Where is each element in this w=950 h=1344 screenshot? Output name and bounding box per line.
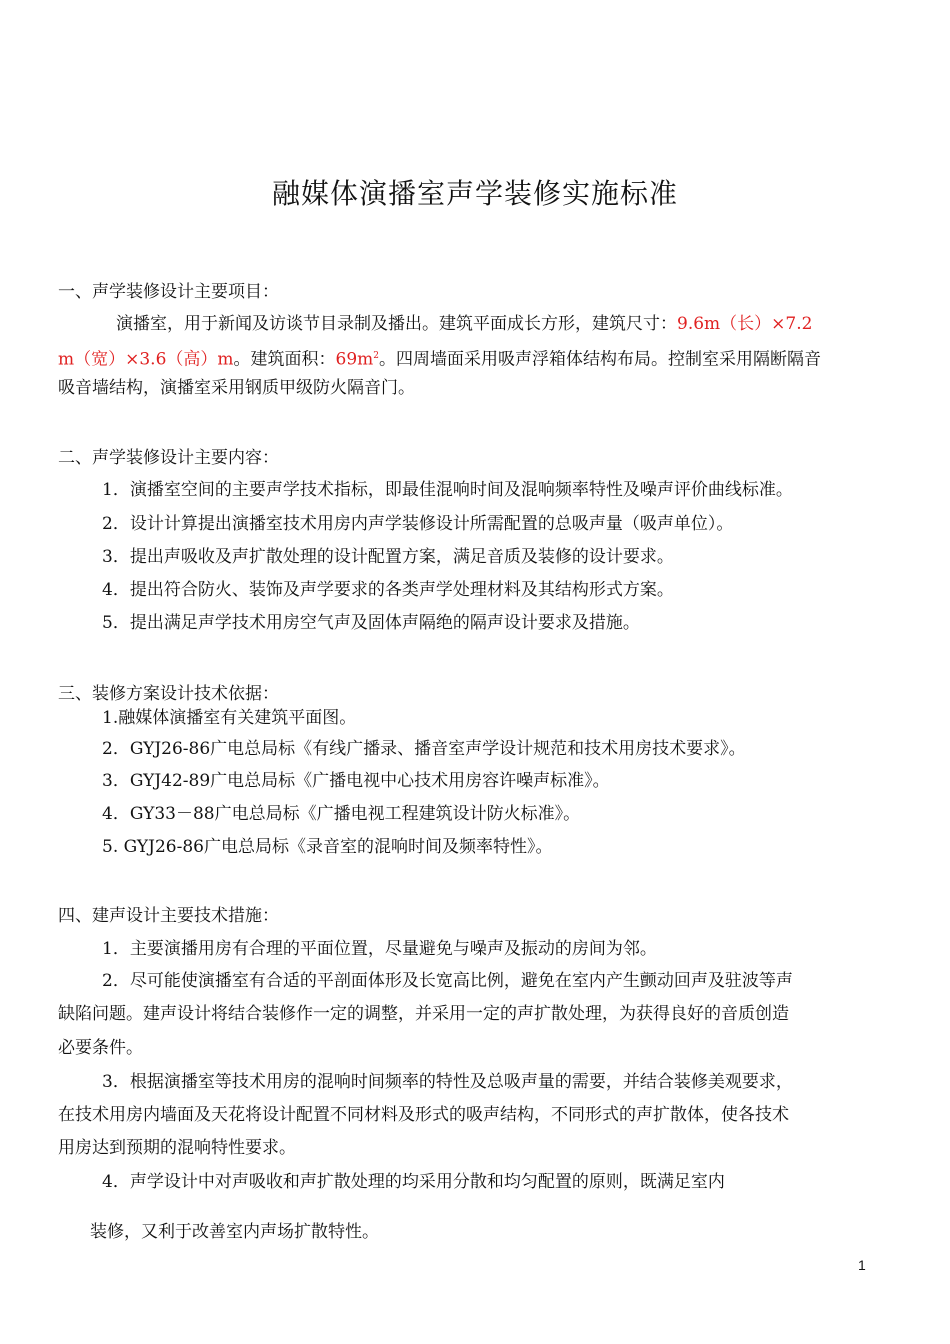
- section1-paragraph-line3: 吸音墙结构，演播室采用钢质甲级防火隔音门。: [58, 378, 415, 398]
- section4-item1: 1．主要演播用房有合理的平面位置，尽量避免与噪声及振动的房间为邻。: [102, 939, 657, 959]
- section1-p1-text: 演播室，用于新闻及访谈节目录制及播出。建筑平面成长方形，建筑尺寸：: [116, 314, 677, 334]
- page-title: 融媒体演播室声学装修实施标准: [271, 177, 678, 210]
- section2-item: 1．演播室空间的主要声学技术指标，即最佳混响时间及混响频率特性及噪声评价曲线标准。: [102, 480, 793, 500]
- section4-heading: 四、建声设计主要技术措施：: [58, 906, 279, 926]
- section1-p2-text-tail: 。四周墙面采用吸声浮箱体结构布局。控制室采用隔断隔音: [379, 349, 822, 370]
- section3-item: 3．GYJ42-89广电总局标《广播电视中心技术用房容许噪声标准》。: [102, 771, 610, 791]
- section3-item: 4．GY33－88广电总局标《广播电视工程建筑设计防火标准》。: [102, 804, 581, 824]
- section4-item2-line3: 必要条件。: [58, 1038, 143, 1058]
- section2-item: 3．提出声吸收及声扩散处理的设计配置方案，满足音质及装修的设计要求。: [102, 547, 674, 567]
- section2-item: 2．设计计算提出演播室技术用房内声学装修设计所需配置的总吸声量（吸声单位）。: [102, 514, 734, 534]
- section3-heading: 三、装修方案设计技术依据：: [58, 684, 279, 704]
- section1-p2-area: 69m: [335, 349, 374, 370]
- page-number: 1: [858, 1257, 866, 1273]
- section2-item: 4．提出符合防火、装饰及声学要求的各类声学处理材料及其结构形式方案。: [102, 580, 674, 600]
- section1-paragraph-line2: [58, 344, 821, 372]
- section3-item: 2．GYJ26-86广电总局标《有线广播录、播音室声学设计规范和技术用房技术要求》。: [102, 739, 746, 759]
- section3-item: 1.融媒体演播室有关建筑平面图。: [102, 708, 357, 728]
- section2-heading: 二、声学装修设计主要内容：: [58, 448, 279, 468]
- section1-p2-area-unit: 2: [373, 351, 380, 361]
- section3-item: 5. GYJ26-86广电总局标《录音室的混响时间及频率特性》。: [102, 837, 553, 857]
- section4-item2-line1: 2．尽可能使演播室有合适的平剖面体形及长宽高比例，避免在室内产生颤动回声及驻波等声: [102, 971, 793, 991]
- section4-item4-line1: 4．声学设计中对声吸收和声扩散处理的均采用分散和均匀配置的原则，既满足室内: [102, 1172, 725, 1192]
- section4-item4-line2: 装修，又利于改善室内声场扩散特性。: [90, 1222, 379, 1242]
- section4-item3-line2: 在技术用房内墙面及天花将设计配置不同材料及形式的吸声结构，不同形式的声扩散体，使各技术: [58, 1105, 789, 1125]
- section2-item: 5．提出满足声学技术用房空气声及固体声隔绝的隔声设计要求及措施。: [102, 613, 640, 633]
- section1-p1-dimensions: 9.6m（长）×7.2: [677, 314, 813, 334]
- section4-item3-line3: 用房达到预期的混响特性要求。: [58, 1138, 296, 1158]
- section1-p2-text: 。建筑面积：: [233, 349, 336, 370]
- section1-p2-dimensions: m（宽）×3.6（高）m: [58, 349, 234, 370]
- section4-item3-line1: 3．根据演播室等技术用房的混响时间频率的特性及总吸声量的需要，并结合装修美观要求，: [102, 1072, 793, 1092]
- section4-item2-line2: 缺陷问题。建声设计将结合装修作一定的调整，并采用一定的声扩散处理，为获得良好的音质创造: [58, 1004, 789, 1024]
- section1-heading: 一、声学装修设计主要项目：: [58, 282, 279, 302]
- section1-paragraph-line1: [116, 312, 812, 336]
